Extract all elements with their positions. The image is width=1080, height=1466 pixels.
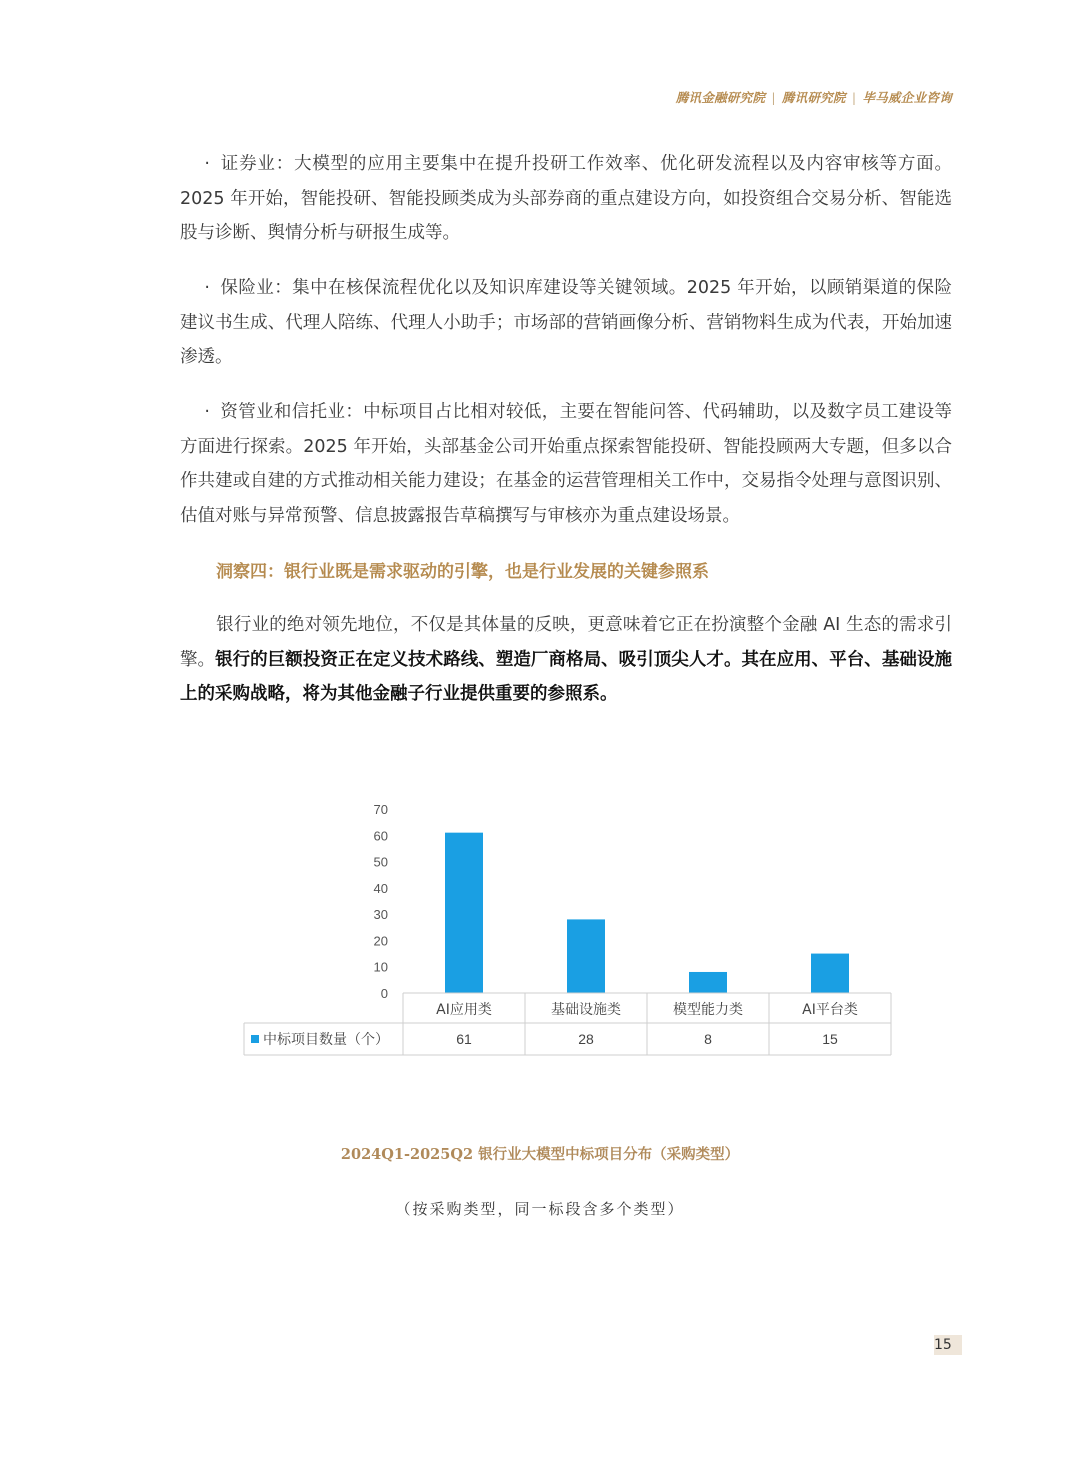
y-tick-label: 0 — [380, 986, 388, 1001]
bullet-text: 证券业：大模型的应用主要集中在提升投研工作效率、优化研发流程以及内容审核等方面。2025 年开始，智能投研、智能投顾类成为头部券商的重点建设方向，如投资组合交易分析、智能选股与诊断、舆情分析与研报生成等。 — [180, 154, 952, 243]
category-label: 模型能力类 — [673, 1002, 743, 1018]
category-label: 基础设施类 — [551, 1002, 621, 1018]
header-org-2: 腾讯研究院 — [781, 90, 846, 105]
bullet-marker: · — [204, 402, 210, 422]
y-tick-label: 60 — [373, 828, 388, 844]
category-label: AI应用类 — [436, 1002, 492, 1018]
chart-caption: 2024Q1-2025Q2 银行业大模型中标项目分布（采购类型） — [340, 1146, 740, 1163]
bar-chart-svg — [240, 795, 900, 1060]
bar — [689, 972, 727, 993]
page-number: 15 — [934, 1335, 962, 1355]
data-table-value: 15 — [822, 1031, 838, 1047]
insight-body — [180, 608, 952, 712]
chart-subcaption: （按采购类型，同一标段含多个类型） — [395, 1200, 685, 1218]
bar — [445, 833, 483, 993]
insight-title: 洞察四：银行业既是需求驱动的引擎，也是行业发展的关键参照系 — [216, 562, 709, 582]
insight-body-bold: 银行的巨额投资正在定义技术路线、塑造厂商格局、吸引顶尖人才。其在应用、平台、基础设施上的采购战略，将为其他金融子行业提供重要的参照系。 — [180, 649, 952, 704]
y-tick-label: 70 — [373, 802, 388, 817]
bullet-text: 资管业和信托业：中标项目占比相对较低，主要在智能问答、代码辅助，以及数字员工建设等方面进行探索。2025 年开始，头部基金公司开始重点探索智能投研、智能投顾两大专题，但多以合作共建或自建的方式推动相关能力建设；在基金的运营管理相关工作中，交易指令处理与意图识别、估值对账与异常预警、信息披露报告草稿撰写与审核亦为重点建设场景。 — [180, 402, 952, 526]
page-header — [676, 88, 952, 106]
y-tick-label: 10 — [373, 959, 388, 975]
bullet-marker: · — [204, 278, 210, 298]
data-table-value: 8 — [704, 1031, 712, 1047]
bullet-asset-management — [180, 395, 952, 533]
bar — [811, 954, 849, 993]
header-org-3: 毕马威企业咨询 — [862, 90, 952, 105]
insight-body-plain: 银行业的绝对领先地位，不仅是其体量的反映，更意味着它正在扮演整个金融 AI 生态的需求引擎。 — [180, 615, 952, 670]
bar — [567, 919, 605, 993]
category-label: AI平台类 — [802, 1002, 858, 1018]
y-tick-label: 40 — [373, 880, 388, 896]
data-table-value: 28 — [578, 1031, 594, 1047]
legend-series-name: 中标项目数量（个） — [263, 1032, 389, 1048]
y-tick-label: 30 — [373, 907, 388, 923]
bullet-insurance — [180, 271, 952, 375]
bullet-marker: · — [204, 154, 210, 174]
bar-chart — [240, 795, 900, 1060]
header-separator: | — [771, 90, 776, 105]
header-separator: | — [851, 90, 857, 105]
legend-swatch — [251, 1035, 259, 1043]
bullet-text: 保险业：集中在核保流程优化以及知识库建设等关键领域。2025 年开始，以顾销渠道的保险建议书生成、代理人陪练、代理人小助手；市场部的营销画像分析、营销物料生成为代表，开始加速渗透。 — [180, 278, 952, 367]
bullet-securities — [180, 147, 952, 251]
y-tick-label: 20 — [373, 933, 388, 949]
y-tick-label: 50 — [373, 854, 388, 870]
data-table-value: 61 — [456, 1031, 472, 1047]
header-org-1: 腾讯金融研究院 — [675, 90, 766, 105]
